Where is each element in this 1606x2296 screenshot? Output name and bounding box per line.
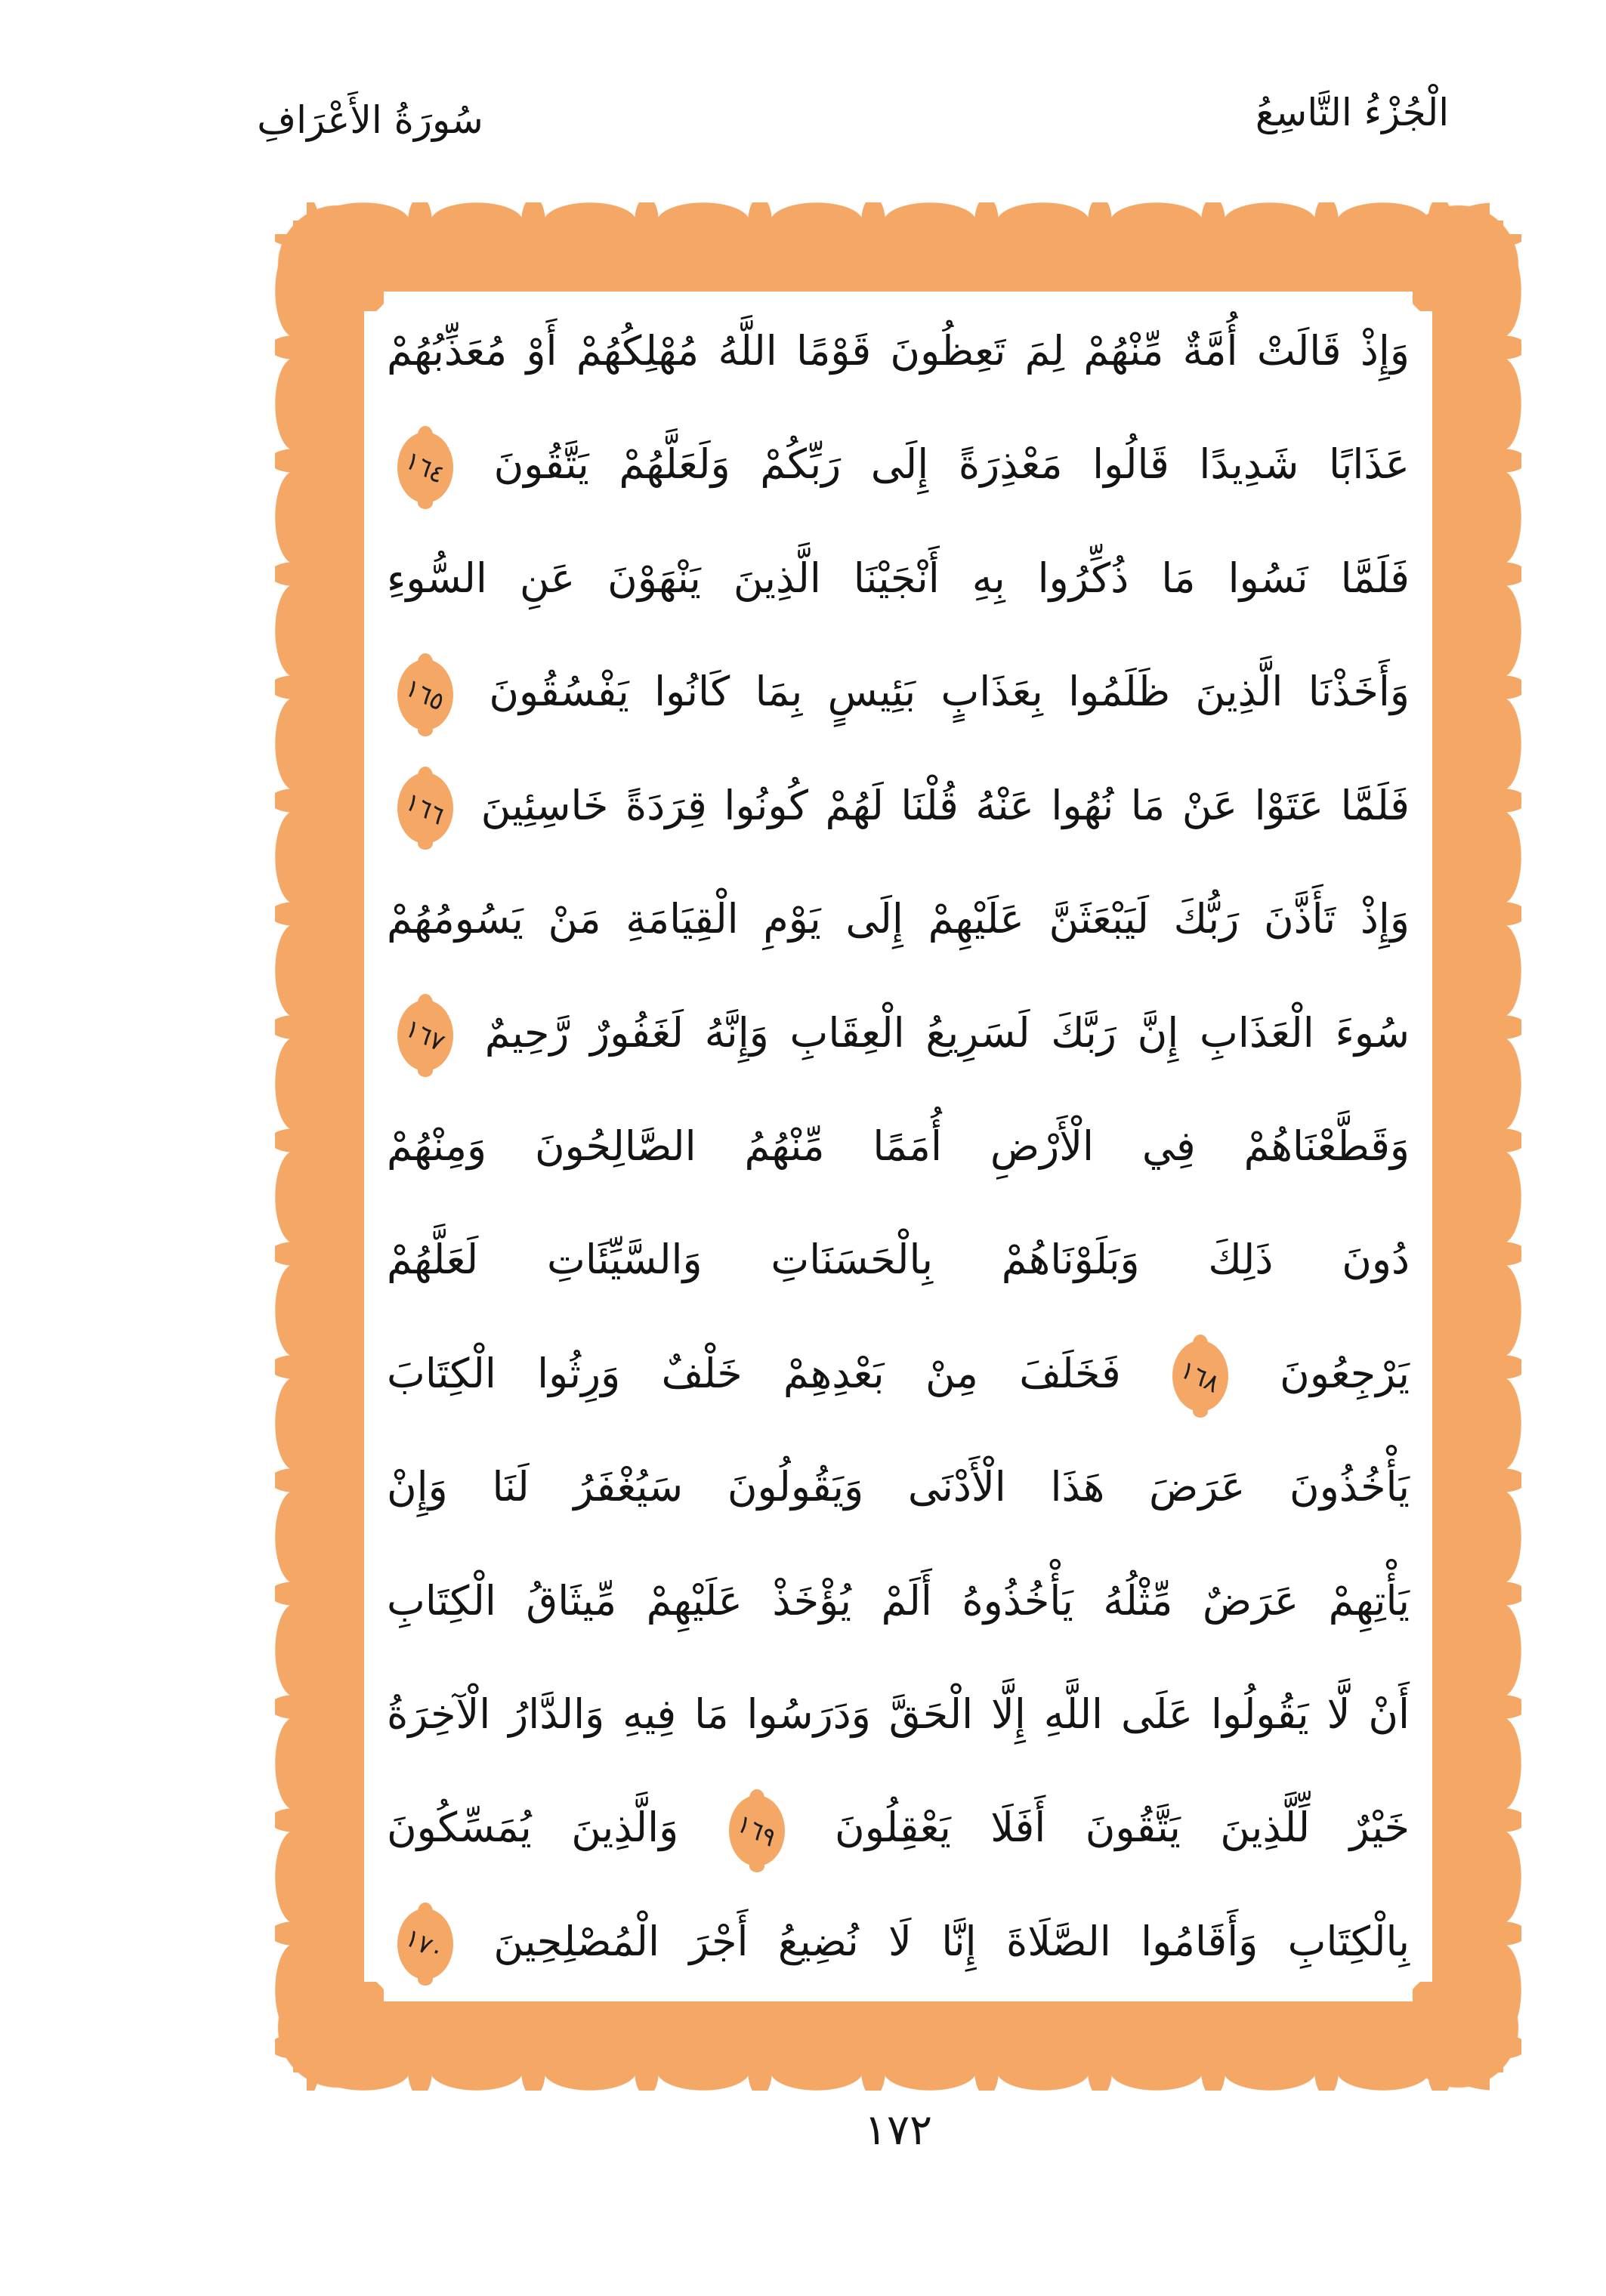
- frame-scallop-bottom: [307, 2071, 1490, 2091]
- ayah-text: يَرْجِعُونَ: [1280, 1349, 1410, 1397]
- quran-line: [387, 1545, 1410, 1658]
- verse-number-badge: [397, 1909, 453, 1980]
- quran-line: [387, 1090, 1410, 1203]
- ayah-text: وَإِذْ تَأَذَّنَ رَبُّكَ لَيَبْعَثَنَّ عَلَيْهِمْ إِلَى يَوْمِ الْقِيَامَةِ مَنْ يَسُومُهُمْ: [387, 895, 1410, 943]
- frame-scallop-top: [307, 202, 1490, 222]
- verse-number: ١٦٧: [400, 1013, 450, 1058]
- ayah-text: يَأْتِهِمْ عَرَضٌ مِّثْلُهُ يَأْخُذُوهُ أَلَمْ يُؤْخَذْ عَلَيْهِمْ مِّيثَاقُ الْكِتَابِ: [387, 1576, 1410, 1625]
- ayah-text: وَإِذْ قَالَتْ أُمَّةٌ مِّنْهُمْ لِمَ تَعِظُونَ قَوْمًا اللَّهُ مُهْلِكُهُمْ أَوْ مُعَذِّبُهُمْ: [387, 327, 1410, 375]
- verse-number-badge: [397, 432, 453, 503]
- verse-number: ١٦٨: [1175, 1353, 1225, 1399]
- ayah-text: يَأْخُذُونَ عَرَضَ هَذَا الْأَدْنَى وَيَقُولُونَ سَيُغْفَرُ لَنَا وَإِنْ: [387, 1463, 1410, 1511]
- verse-number-badge: [397, 1000, 453, 1071]
- verse-number: ١٦٦: [400, 785, 450, 831]
- ayah-text: أَنْ لَّا يَقُولُوا عَلَى اللَّهِ إِلَّا الْحَقَّ وَدَرَسُوا مَا فِيهِ وَالدَّارُ الْآخِرَةُ: [387, 1690, 1410, 1739]
- quran-line: [387, 1885, 1410, 1998]
- quran-line: [387, 977, 1410, 1090]
- juz-title-header: الْجُزْءُ التَّاسِعُ: [1255, 91, 1450, 134]
- verse-number-badge: [397, 659, 453, 730]
- quran-line: [387, 749, 1410, 863]
- ayah-text: فَخَلَفَ مِنْ بَعْدِهِمْ خَلْفٌ وَرِثُوا الْكِتَابَ: [387, 1349, 1121, 1397]
- quran-line: [387, 1771, 1410, 1884]
- ayah-text: فَلَمَّا نَسُوا مَا ذُكِّرُوا بِهِ أَنْجَيْنَا الَّذِينَ يَنْهَوْنَ عَنِ السُّوءِ: [387, 554, 1410, 602]
- quran-line: [387, 408, 1410, 521]
- ayah-text: بِالْكِتَابِ وَأَقَامُوا الصَّلَاةَ إِنَّا لَا نُضِيعُ أَجْرَ الْمُصْلِحِينَ: [493, 1917, 1410, 1965]
- verse-number: ١٦٩: [732, 1808, 782, 1853]
- verse-number-badge: [729, 1795, 785, 1866]
- quran-line: [387, 863, 1410, 976]
- verse-number: ١٧٠: [400, 1922, 450, 1967]
- quran-line: [387, 295, 1410, 408]
- ayah-text: فَلَمَّا عَتَوْا عَنْ مَا نُهُوا عَنْهُ قُلْنَا لَهُمْ كُونُوا قِرَدَةً خَاسِئِينَ: [480, 781, 1410, 829]
- verse-number: ١٦٤: [400, 445, 450, 489]
- frame-scallop-right: [1502, 234, 1521, 2059]
- ayah-text: دُونَ ذَلِكَ وَبَلَوْنَاهُمْ بِالْحَسَنَاتِ وَالسَّيِّئَاتِ لَعَلَّهُمْ: [387, 1236, 1410, 1284]
- quran-line: [387, 1203, 1410, 1316]
- ayah-text: وَالَّذِينَ يُمَسِّكُونَ: [387, 1804, 679, 1852]
- quran-line: [387, 522, 1410, 635]
- ayah-text: خَيْرٌ لِّلَّذِينَ يَتَّقُونَ أَفَلَا يَعْقِلُونَ: [835, 1804, 1410, 1852]
- ayah-text: وَأَخَذْنَا الَّذِينَ ظَلَمُوا بِعَذَابٍ بَئِيسٍ بِمَا كَانُوا يَفْسُقُونَ: [489, 668, 1410, 716]
- mushaf-lines: [364, 292, 1432, 2001]
- verse-number: ١٦٥: [400, 672, 450, 717]
- ayah-text: سُوءَ الْعَذَابِ إِنَّ رَبَّكَ لَسَرِيعُ الْعِقَابِ وَإِنَّهُ لَغَفُورٌ رَّحِيمٌ: [484, 1008, 1410, 1057]
- surah-title-header: سُورَةُ الأَعْرَافِ: [257, 98, 483, 142]
- verse-number-badge: [1172, 1341, 1228, 1412]
- verse-number-badge: [397, 773, 453, 844]
- quran-line: [387, 635, 1410, 748]
- ayah-text: عَذَابًا شَدِيدًا قَالُوا مَعْذِرَةً إِلَى رَبِّكُمْ وَلَعَلَّهُمْ يَتَّقُونَ: [493, 440, 1410, 489]
- quran-line: [387, 1317, 1410, 1430]
- ayah-text: وَقَطَّعْنَاهُمْ فِي الْأَرْضِ أُمَمًا مِّنْهُمُ الصَّالِحُونَ وَمِنْهُمْ: [387, 1122, 1410, 1170]
- quran-line: [387, 1658, 1410, 1771]
- page-number: ١٧٢: [863, 2106, 933, 2155]
- frame-scallop-left: [275, 234, 295, 2059]
- quran-line: [387, 1430, 1410, 1544]
